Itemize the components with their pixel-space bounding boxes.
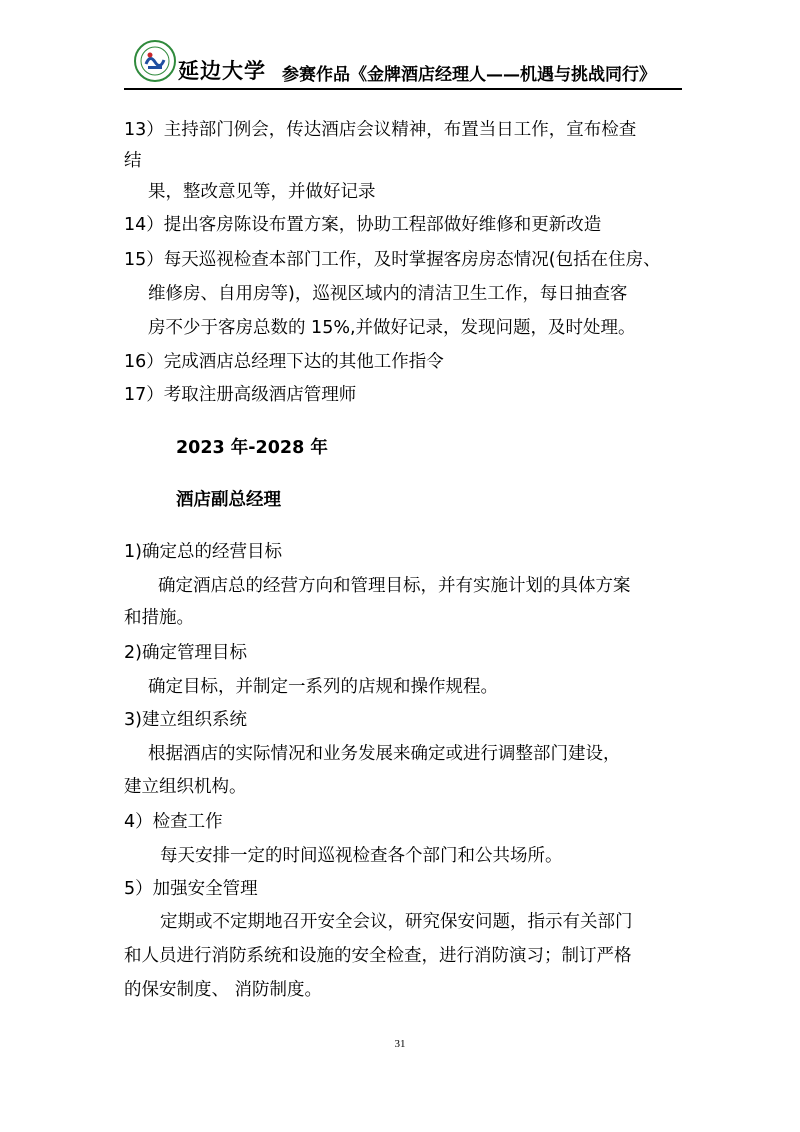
section-3-text: 根据酒店的实际情况和业务发展来确定或进行调整部门建设， — [148, 744, 621, 764]
year-range-heading: 2023 年-2028 年 — [176, 438, 328, 458]
section-4-title: 4）检查工作 — [124, 812, 223, 832]
section-5-text-cont2: 的保安制度、 消防制度。 — [124, 980, 323, 1000]
section-2-text: 确定目标，并制定一系列的店规和操作规程。 — [148, 677, 498, 697]
section-1-text-cont: 和措施。 — [124, 608, 194, 628]
list-item-13-wrap: 结 — [124, 151, 142, 171]
list-item-15-cont2: 房不少于客房总数的 15%,并做好记录，发现问题，及时处理。 — [148, 318, 636, 338]
page-number: 31 — [394, 1038, 406, 1050]
list-item-17: 17）考取注册高级酒店管理师 — [124, 385, 357, 405]
list-item-13-cont: 果，整改意见等，并做好记录 — [148, 182, 376, 202]
position-heading: 酒店副总经理 — [176, 490, 281, 510]
section-3-text-cont: 建立组织机构。 — [124, 777, 247, 797]
page-header — [0, 0, 800, 90]
list-item-15: 15）每天巡视检查本部门工作，及时掌握客房房态情况(包括在住房、 — [124, 250, 661, 270]
list-item-14: 14）提出客房陈设布置方案，协助工程部做好维修和更新改造 — [124, 215, 602, 235]
section-1-title: 1)确定总的经营目标 — [124, 542, 282, 562]
section-3-title: 3)建立组织系统 — [124, 710, 247, 730]
section-5-text-cont1: 和人员进行消防系统和设施的安全检查，进行消防演习；制订严格 — [124, 946, 632, 966]
university-logo-icon — [134, 40, 176, 82]
section-1-text: 确定酒店总的经营方向和管理目标，并有实施计划的具体方案 — [158, 576, 631, 596]
list-item-13: 13）主持部门例会，传达酒店会议精神，布置当日工作，宣布检查 — [124, 120, 637, 140]
section-5-text: 定期或不定期地召开安全会议，研究保安问题，指示有关部门 — [160, 912, 633, 932]
section-4-text: 每天安排一定的时间巡视检查各个部门和公共场所。 — [160, 846, 563, 866]
university-name: 延边大学 — [178, 58, 266, 83]
list-item-16: 16）完成酒店总经理下达的其他工作指令 — [124, 352, 444, 372]
section-5-title: 5）加强安全管理 — [124, 879, 258, 899]
list-item-15-cont1: 维修房、自用房等)，巡视区域内的清洁卫生工作，每日抽查客 — [148, 284, 628, 304]
section-2-title: 2)确定管理目标 — [124, 643, 247, 663]
header-title: 参赛作品《金牌酒店经理人——机遇与挑战同行》 — [282, 65, 656, 85]
header-rule — [124, 88, 682, 90]
